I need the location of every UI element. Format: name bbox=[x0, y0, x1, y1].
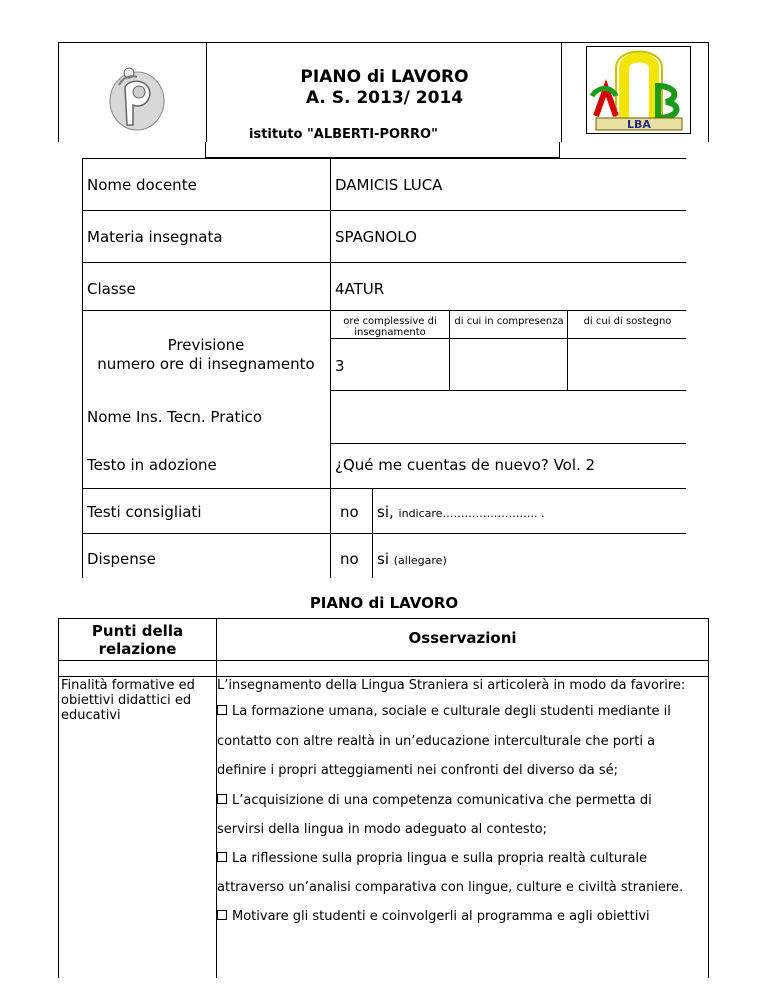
info-table bbox=[82, 158, 686, 578]
textbook-value: ¿Qué me cuentas de nuevo? Vol. 2 bbox=[335, 456, 596, 474]
recommended-si bbox=[377, 503, 544, 521]
plan-line: contatto con altre realtà in un’educazione interculturale che porti a bbox=[217, 734, 656, 749]
class-label: Classe bbox=[87, 280, 136, 298]
hours-label-line-2: numero ore di insegnamento bbox=[97, 355, 315, 373]
tech-teacher-label: Nome Ins. Tecn. Pratico bbox=[87, 408, 263, 426]
teacher-value: DAMICIS LUCA bbox=[335, 176, 443, 194]
subject-label: Materia insegnata bbox=[87, 228, 223, 246]
hours-label bbox=[82, 336, 330, 374]
plan-col1-header: Punti della relazione bbox=[91, 622, 184, 658]
handouts-no: no bbox=[340, 550, 359, 568]
plan-line: servirsi della lingua in modo adeguato al contesto; bbox=[217, 822, 548, 837]
plan-line: L’acquisizione di una competenza comunicativa che permetta di bbox=[232, 793, 652, 808]
hours-total-value: 3 bbox=[335, 357, 345, 375]
textbook-label: Testo in adozione bbox=[87, 456, 217, 474]
plan-line: attraverso un’analisi comparativa con lingue, culture e civiltà straniere. bbox=[217, 880, 684, 895]
checkbox-icon bbox=[217, 705, 227, 715]
recommended-si-label: si, bbox=[377, 503, 394, 521]
hours-total-header: ore complessive di insegnamento bbox=[343, 316, 437, 338]
plan-bullet bbox=[217, 909, 650, 924]
title-line-1: PIANO di LAVORO bbox=[300, 67, 469, 87]
plan-line: Motivare gli studenti e coinvolgerli al programma e agli obiettivi bbox=[232, 909, 650, 924]
hours-copresence-header: di cui in compresenza bbox=[454, 316, 564, 327]
plan-col2-header: Osservazioni bbox=[408, 629, 517, 647]
handouts-note: (allegare) bbox=[393, 554, 447, 567]
hours-label-line-1: Previsione bbox=[167, 336, 245, 354]
teacher-label: Nome docente bbox=[87, 176, 197, 194]
plan-line: La riflessione sulla propria lingua e sulla propria realtà culturale bbox=[232, 851, 648, 866]
plan-table bbox=[58, 618, 709, 978]
plan-bullet bbox=[217, 704, 671, 719]
hours-support-header: di cui di sostegno bbox=[583, 316, 672, 327]
plan-section-title: PIANO di LAVORO bbox=[309, 594, 459, 612]
plan-line: L’insegnamento della Lingua Straniera si articolerà in modo da favorire: bbox=[217, 678, 686, 693]
plan-bullet bbox=[217, 793, 652, 808]
plan-line: definire i propri atteggiamenti nei confronti del diverso da sé; bbox=[217, 763, 619, 778]
institute-name: istituto "ALBERTI-PORRO" bbox=[249, 127, 438, 142]
subject-value: SPAGNOLO bbox=[335, 228, 417, 246]
school-logo-right bbox=[586, 46, 691, 134]
handouts-si-label: si bbox=[377, 550, 389, 568]
class-value: 4ATUR bbox=[335, 280, 385, 298]
school-logo-left bbox=[107, 65, 167, 131]
document-title bbox=[207, 67, 562, 109]
recommended-no: no bbox=[340, 503, 359, 521]
plan-line: La formazione umana, sociale e culturale degli studenti mediante il bbox=[232, 704, 671, 719]
handouts-label: Dispense bbox=[87, 550, 156, 568]
plan-bullet bbox=[217, 851, 647, 866]
recommended-note: indicare…………………….. . bbox=[398, 507, 545, 520]
checkbox-icon bbox=[217, 852, 227, 862]
title-line-2: A. S. 2013/ 2014 bbox=[305, 88, 464, 108]
checkbox-icon bbox=[217, 794, 227, 804]
institute-row bbox=[205, 127, 560, 158]
logo-right-lettering: LBA bbox=[627, 118, 651, 131]
recommended-label: Testi consigliati bbox=[87, 503, 202, 521]
checkbox-icon bbox=[217, 910, 227, 920]
handouts-si bbox=[377, 550, 447, 568]
plan-left-text: Finalità formative ed obiettivi didattici ed educativi bbox=[61, 678, 195, 723]
